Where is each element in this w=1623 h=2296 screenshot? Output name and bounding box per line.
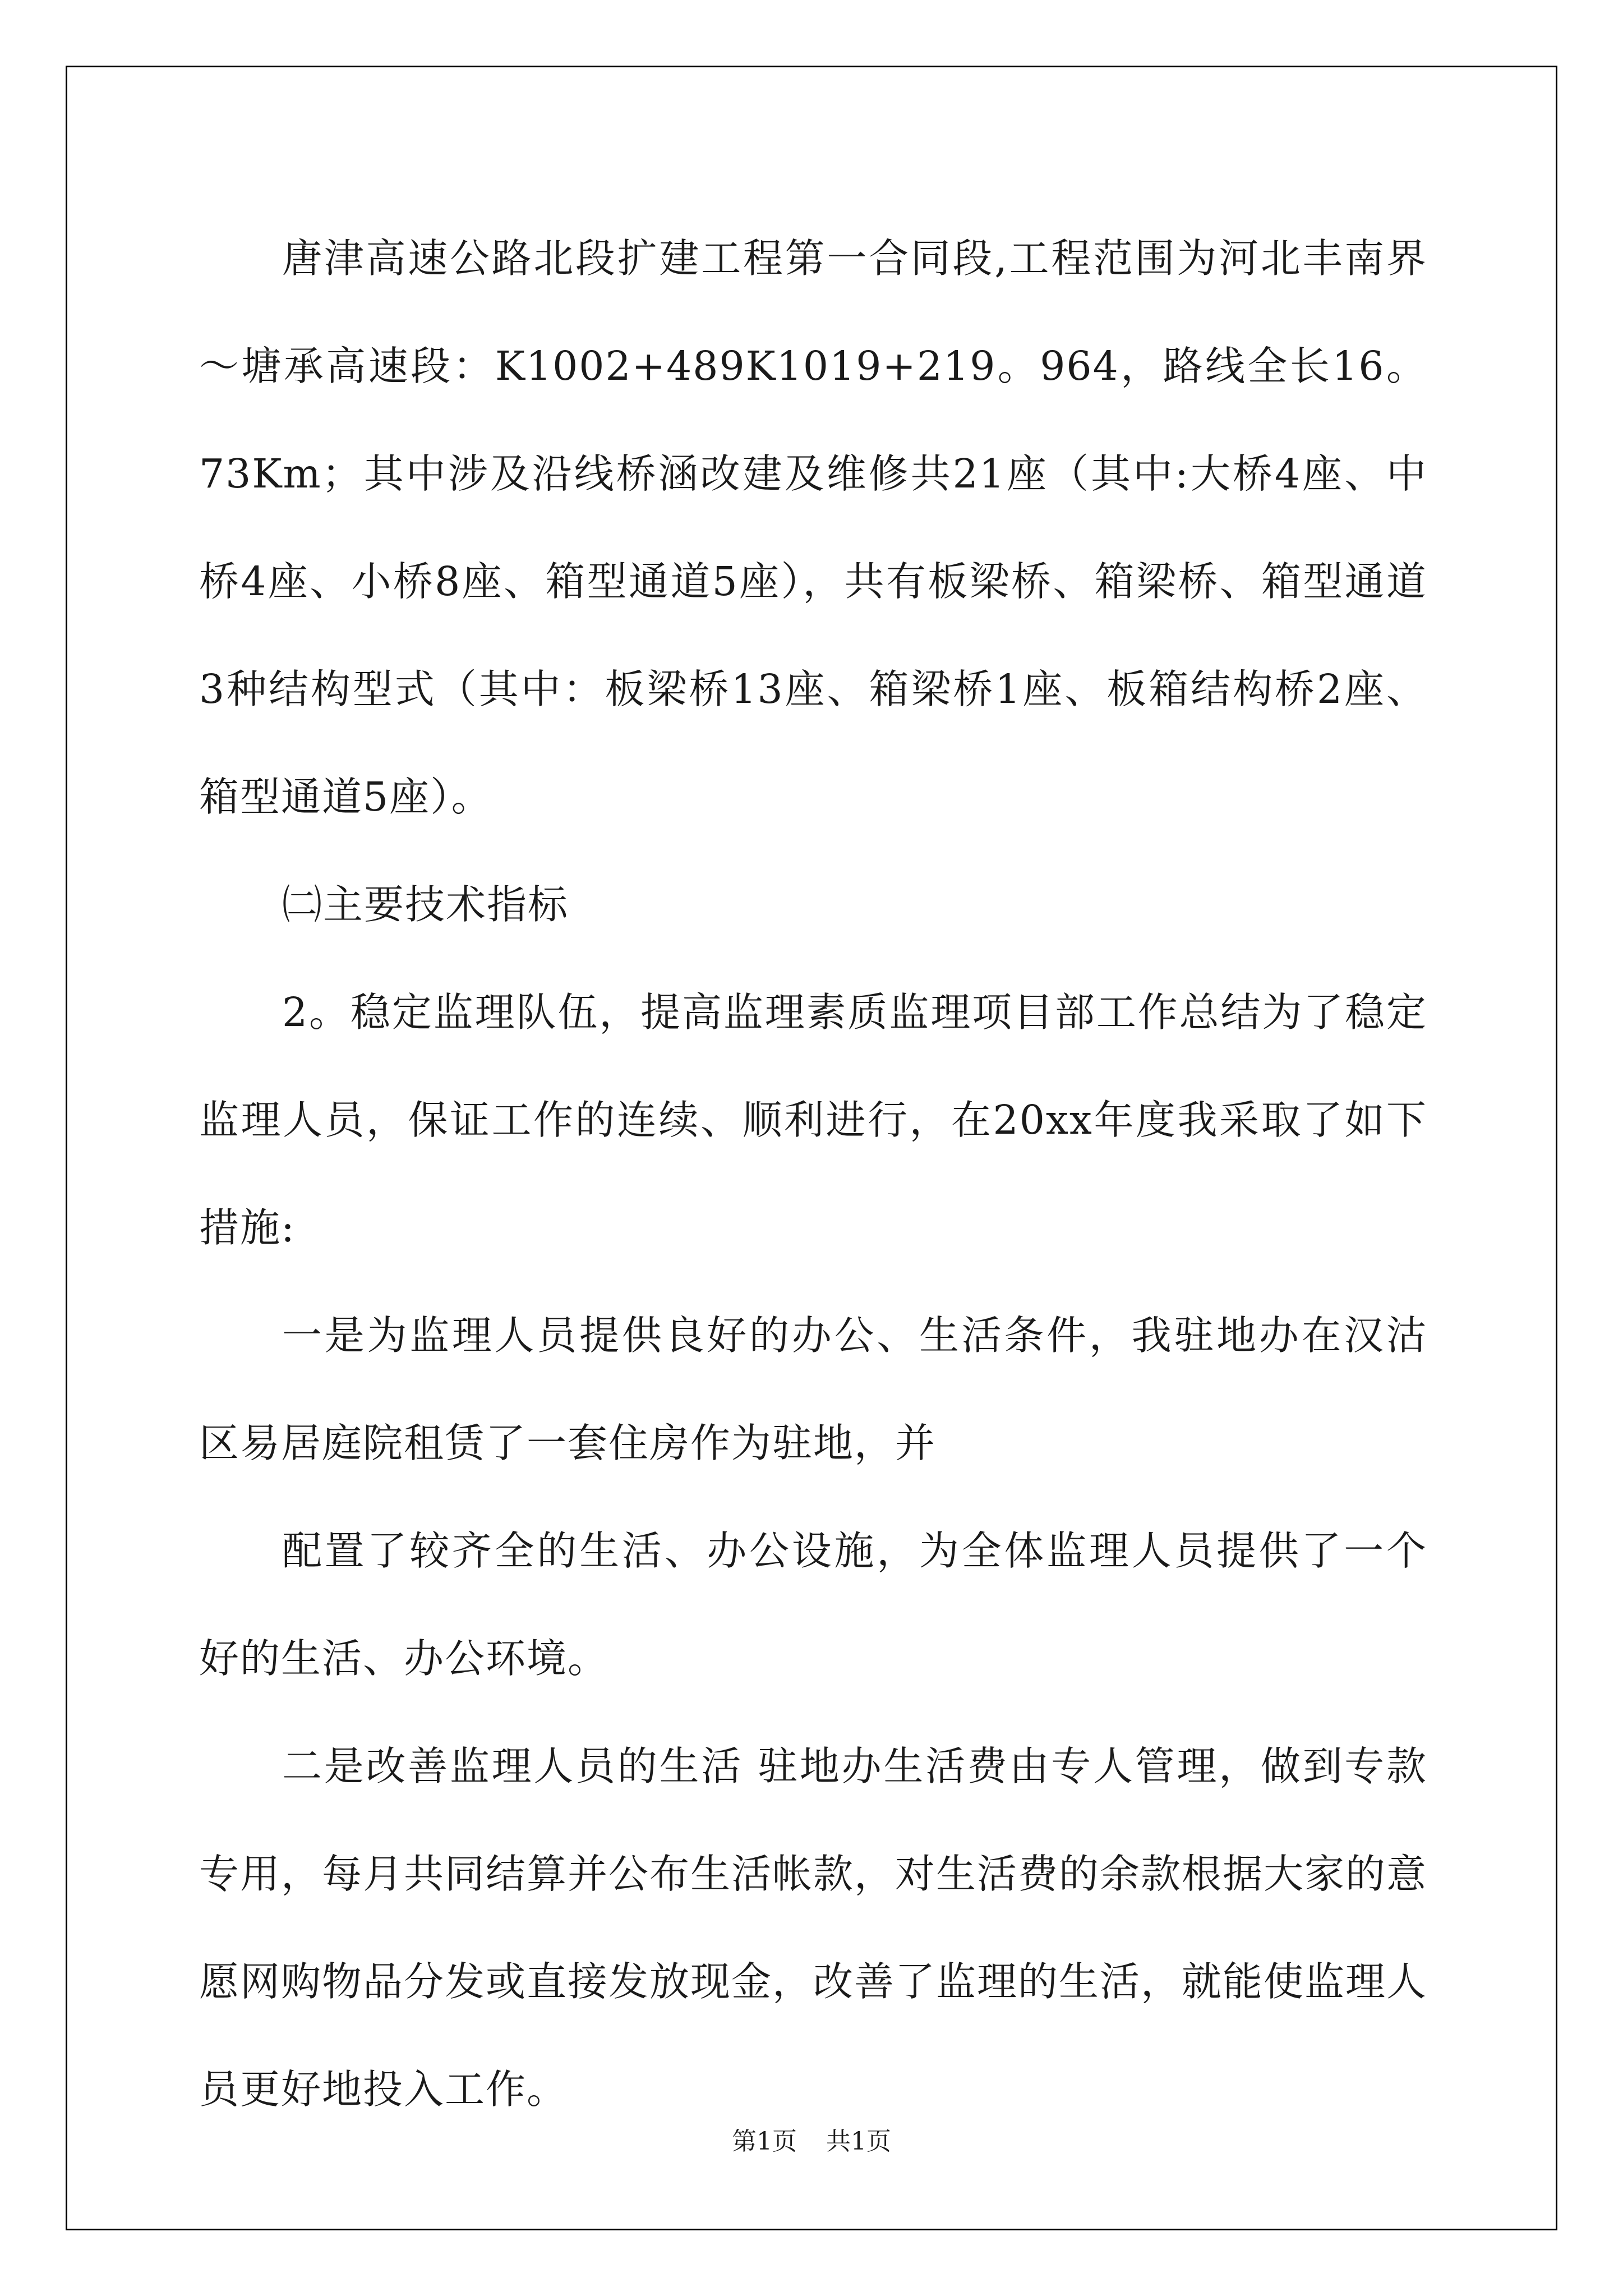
document-body (199, 205, 1427, 2143)
page-number-total: 共1页 (826, 2127, 891, 2156)
paragraph-facilities: 配置了较齐全的生活、办公设施，为全体监理人员提供了一个好的生活、办公环境。 (199, 1527, 1427, 1682)
paragraph-stabilize-team: 2。稳定监理队伍，提高监理素质监理项目部工作总结为了稳定监理人员，保证工作的连续、顺利进行，在20xx年度我采取了如下措施: (199, 989, 1427, 1251)
paragraph-office-conditions: 一是为监理人员提供良好的办公、生活条件，我驻地办在汉沽区易居庭院租赁了一套住房作为驻地，并 (199, 1312, 1427, 1466)
page-footer (0, 2125, 1623, 2159)
paragraph-project-scope: 唐津高速公路北段扩建工程第一合同段,工程范围为河北丰南界～塘承高速段：K1002+489K1019+219。964，路线全长16。73Km；其中涉及沿线桥涵改建及维修共21座（其中:大桥4座、中桥4座、小桥8座、箱型通道5座），共有板梁桥、箱梁桥、箱型通道3种结构型式（其中：板梁桥13座、箱梁桥1座、板箱结构桥2座、箱型通道5座）。 (199, 235, 1427, 820)
page-number-current: 第1页 (732, 2127, 797, 2156)
paragraph-living-improvement: 二是改善监理人员的生活 驻地办生活费由专人管理，做到专款专用，每月共同结算并公布生活帐款，对生活费的余款根据大家的意愿网购物品分发或直接发放现金，改善了监理的生活，就能使监理人员更好地投入工作。 (199, 1743, 1428, 2113)
paragraph-heading-tech-indicators: ㈡主要技术指标 (282, 881, 569, 928)
